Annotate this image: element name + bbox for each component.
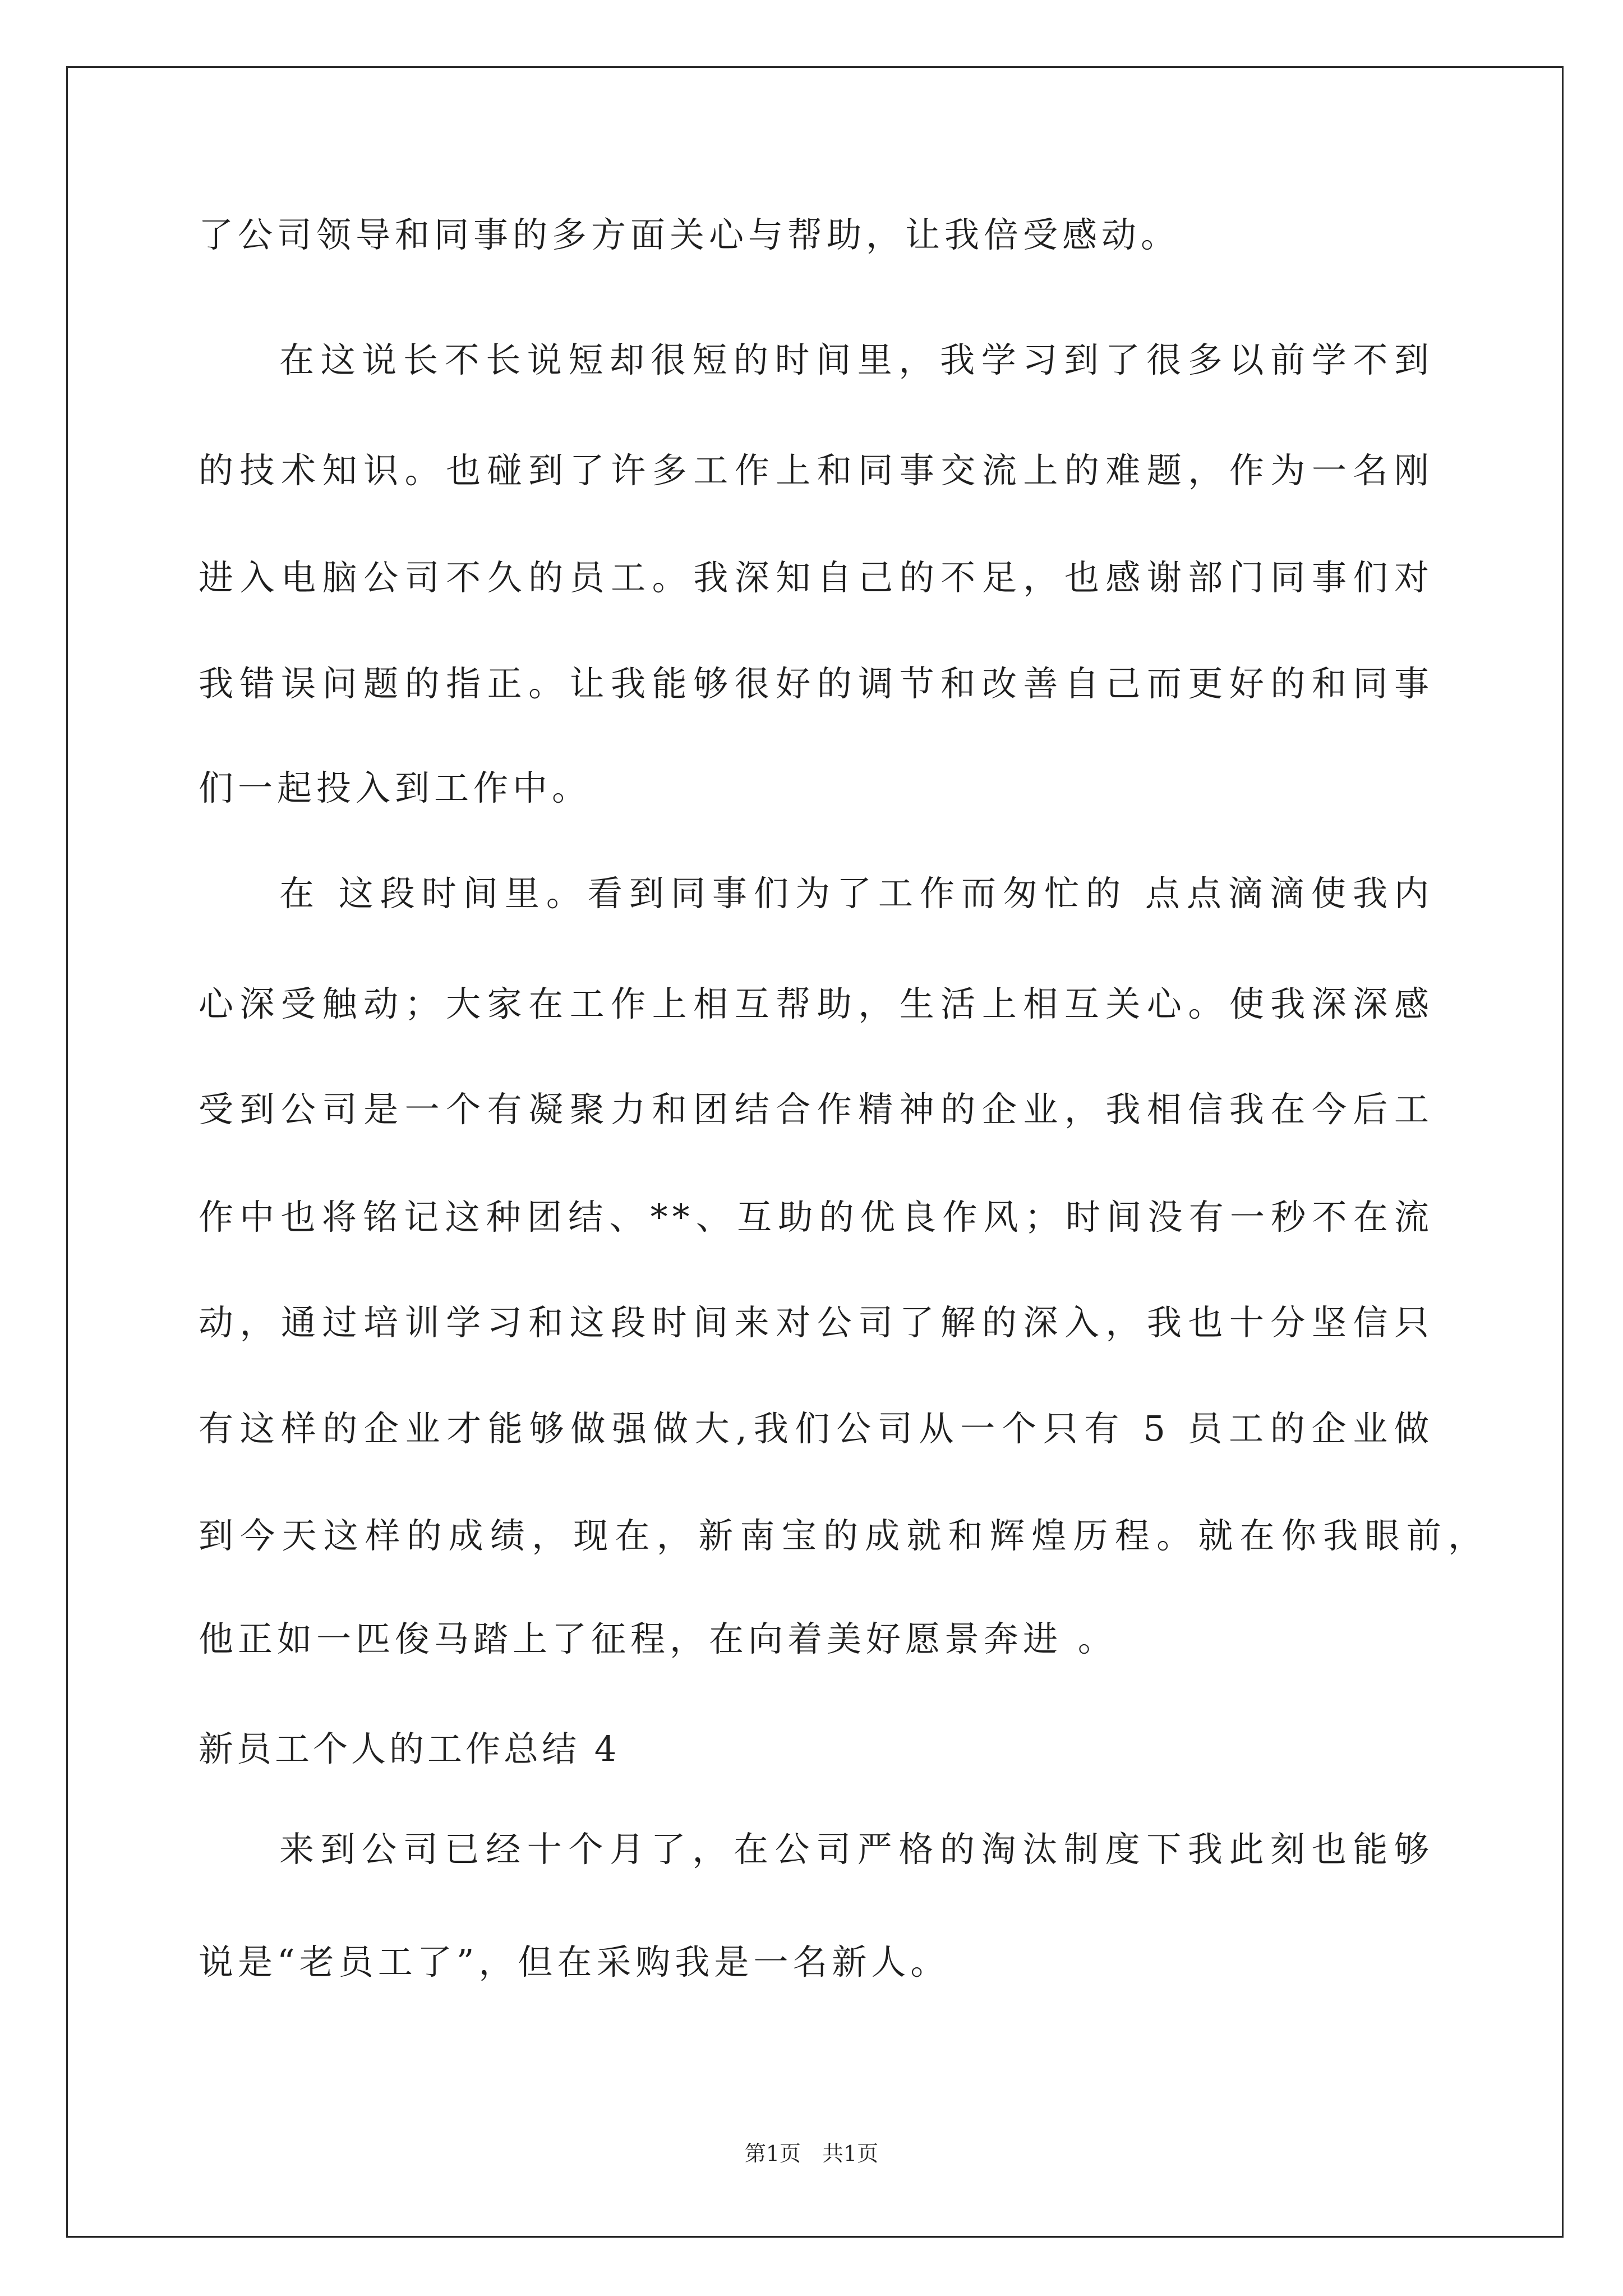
paragraph-line: 进入电脑公司不久的员工。我深知自己的不足，也感谢部门同事们对 — [199, 557, 1433, 598]
paragraph-line: 了公司领导和同事的多方面关心与帮助，让我倍受感动。 — [199, 214, 1181, 255]
paragraph-line: 到今天这样的成绩，现在，新南宝的成就和辉煌历程。就在你我眼前， — [199, 1515, 1487, 1556]
paragraph-line: 他正如一匹俊马踏上了征程，在向着美好愿景奔进 。 — [199, 1618, 1117, 1659]
paragraph-line: 受到公司是一个有凝聚力和团结合作精神的企业，我相信我在今后工 — [199, 1089, 1433, 1130]
paragraph-line: 我错误问题的指正。让我能够很好的调节和改善自己而更好的和同事 — [199, 663, 1433, 704]
section-heading: 新员工个人的工作总结 4 — [199, 1728, 620, 1769]
page-border — [66, 66, 1564, 2238]
paragraph-line: 有这样的企业才能够做强做大,我们公司从一个只有 5 员工的企业做 — [199, 1408, 1433, 1449]
page-number: 第1页 共1页 — [744, 2141, 879, 2166]
paragraph-line: 的技术知识。也碰到了许多工作上和同事交流上的难题，作为一名刚 — [199, 450, 1433, 491]
paragraph-line: 在 这段时间里。看到同事们为了工作而匆忙的 点点滴滴使我内 — [279, 873, 1433, 914]
paragraph-line: 们一起投入到工作中。 — [199, 767, 592, 808]
paragraph-line: 动，通过培训学习和这段时间来对公司了解的深入，我也十分坚信只 — [199, 1302, 1433, 1343]
paragraph-line: 说是“老员工了”，但在采购我是一名新人。 — [199, 1941, 950, 1982]
paragraph-line: 在这说长不长说短却很短的时间里，我学习到了很多以前学不到 — [279, 339, 1433, 380]
paragraph-line: 作中也将铭记这种团结、**、互助的优良作风；时间没有一秒不在流 — [199, 1197, 1433, 1237]
paragraph-line: 心深受触动；大家在工作上相互帮助，生活上相互关心。使我深深感 — [199, 983, 1433, 1024]
paragraph-line: 来到公司已经十个月了，在公司严格的淘汰制度下我此刻也能够 — [279, 1829, 1433, 1870]
